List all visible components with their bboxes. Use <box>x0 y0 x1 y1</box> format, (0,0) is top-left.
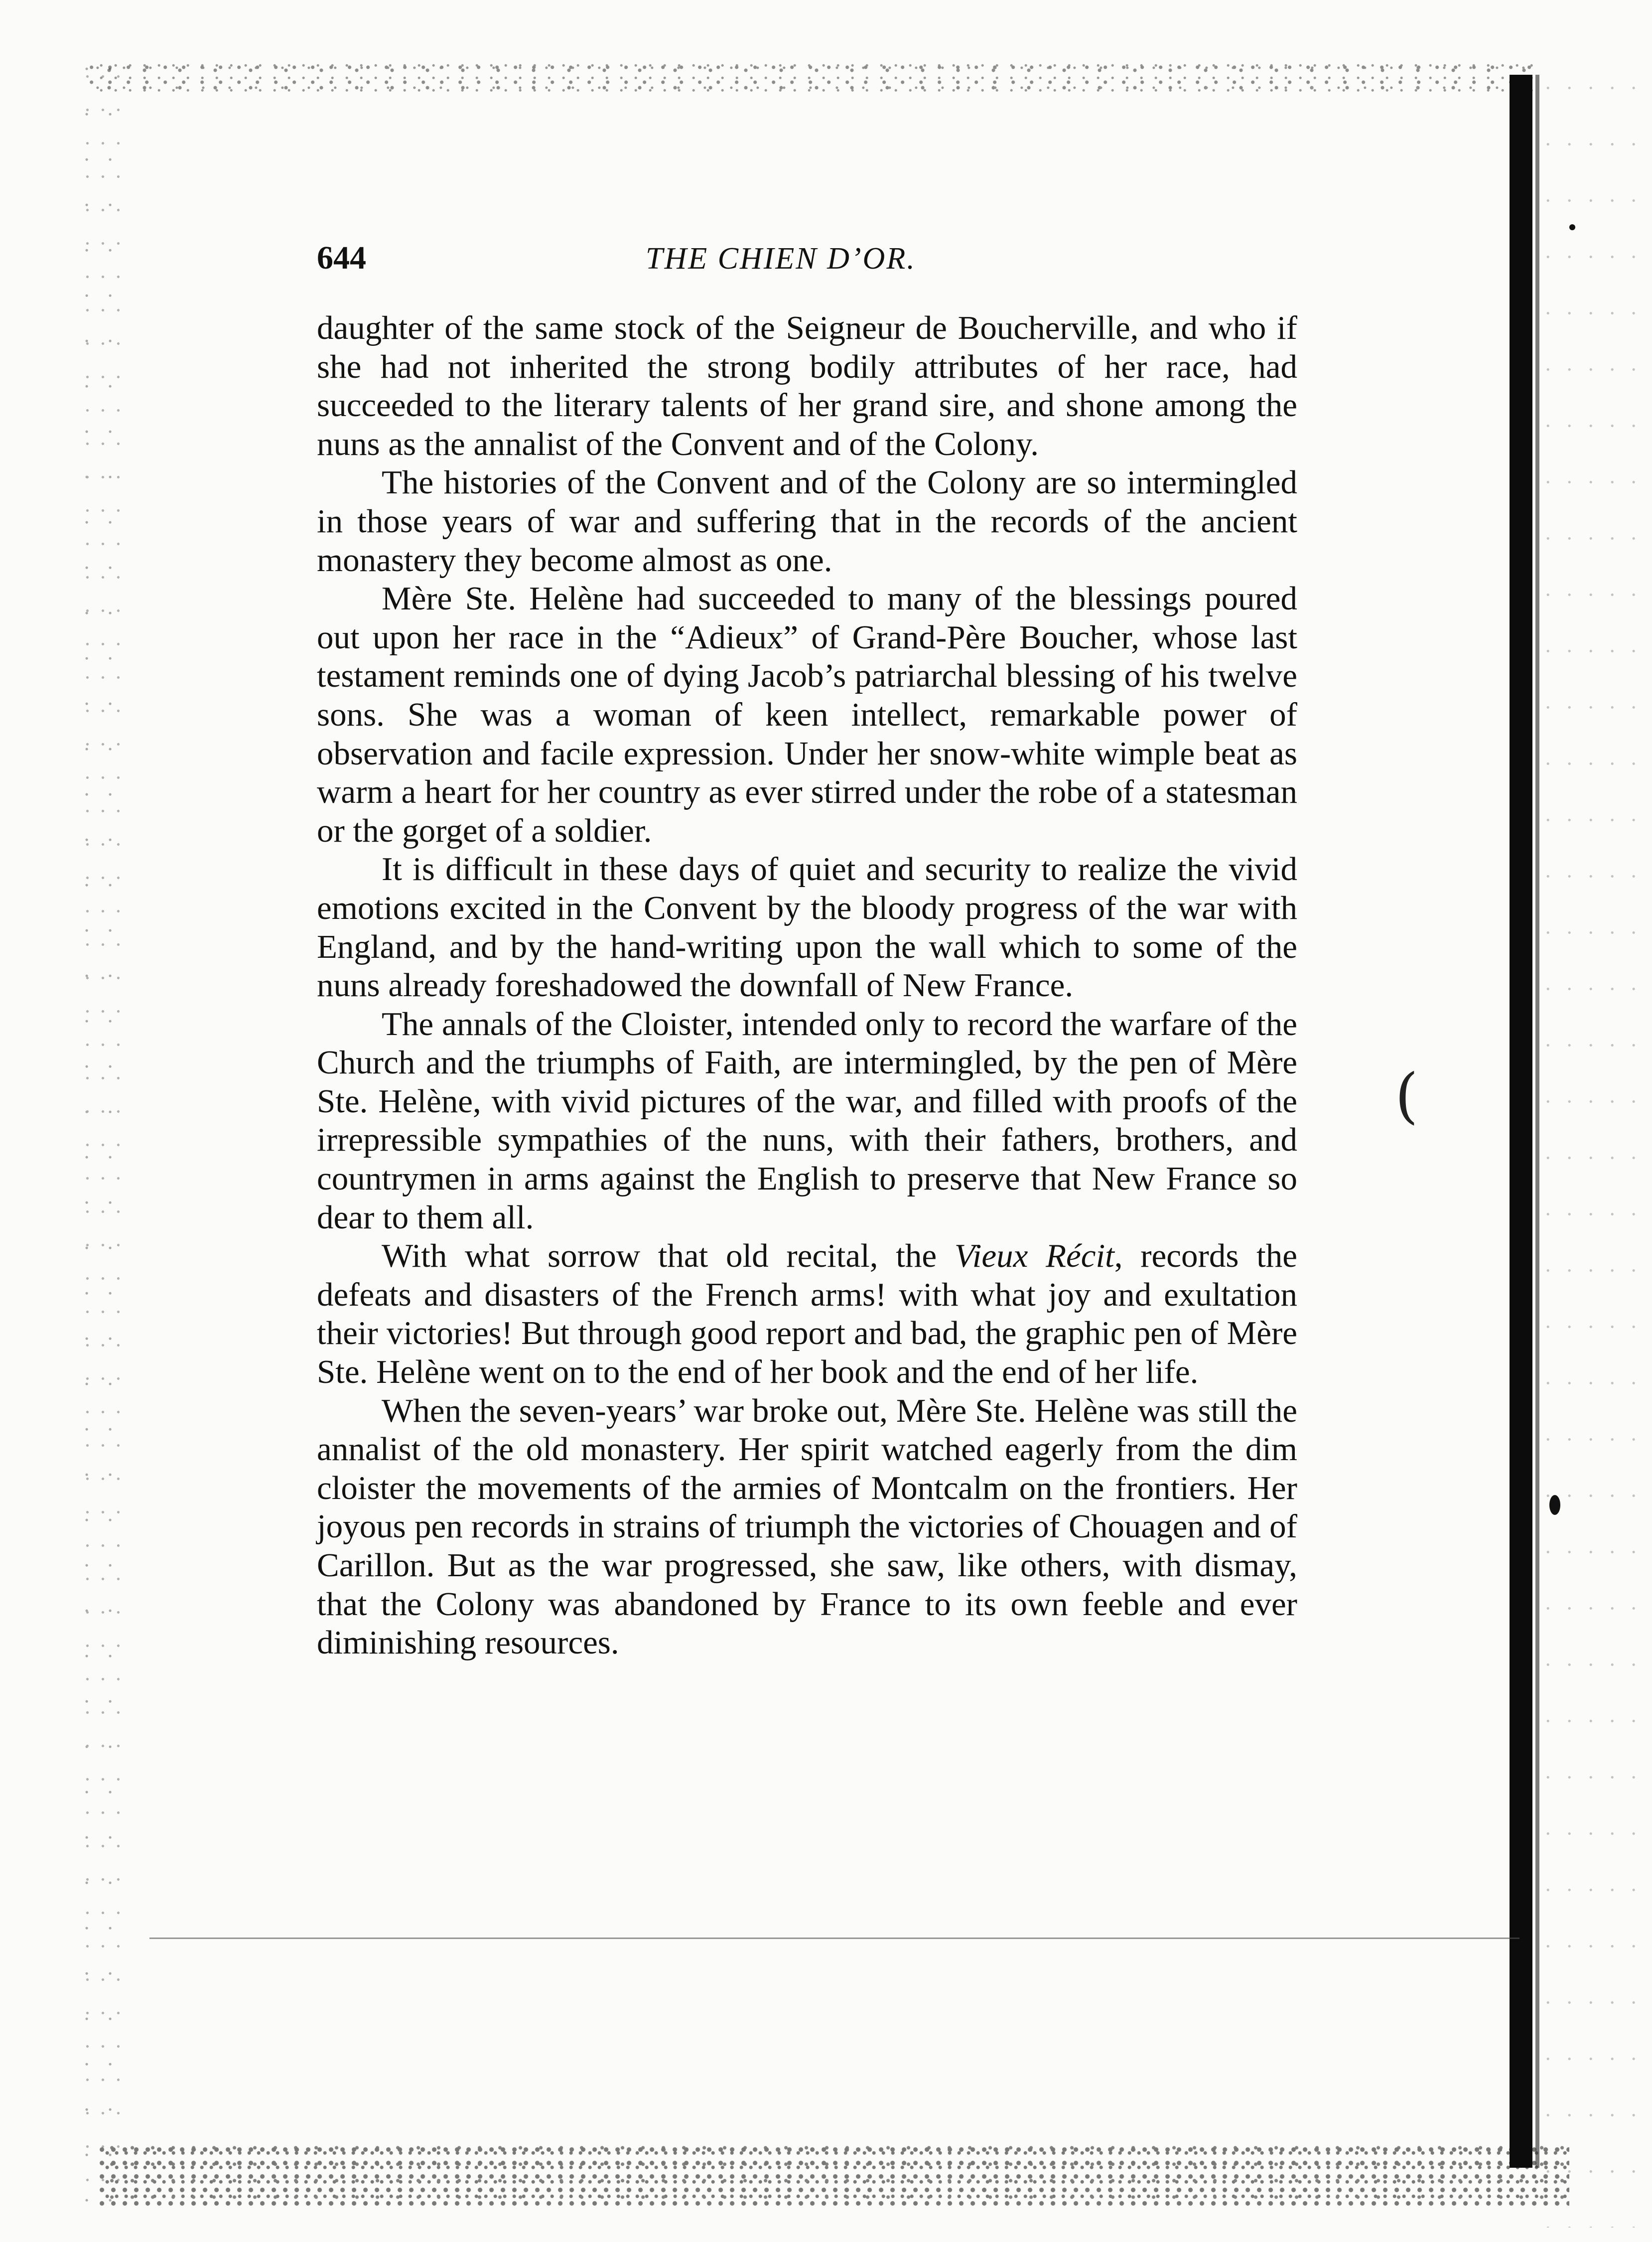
scan-edge-left <box>80 60 120 2203</box>
binding-shadow <box>1510 75 1532 2168</box>
paragraph: It is difficult in these days of quiet and security to realize the vivid emotions excited in the Convent by the bloody progress of the war with England, and by the hand-writing upon the wall which to some of the nuns already foreshadowed the downfall of New France. <box>317 851 1297 1004</box>
paragraph: When the seven-years’ war broke out, Mère Ste. Helène was still the annalist of the old monastery. Her spirit watched eagerly from the dim cloister the movements of the armies of Montcalm on the frontiers. Her joyous pen records in strains of triumph the victories of Chouagen and of Carillon. But as the war progressed, she saw, like others, with dismay, that the Colony was abandoned by France to its own feeble and ever diminishing resources. <box>317 1392 1297 1661</box>
paragraph-text-after: , records the defeats and disasters of the French arms! with what joy and exultation their victories! But through good report and bad, the graphic pen of Mère Ste. Helène went on to the end of her book and the end of her life. <box>317 1237 1297 1391</box>
ink-speck <box>1569 224 1575 230</box>
running-head <box>317 239 1313 289</box>
paragraph: The annals of the Cloister, intended only to record the warfare of the Church and the triumphs of Faith, are intermingled, by the pen of Mère Ste. Helène, with vivid pictures of the war, and filled with proofs of the irrepressible sympathies of the nuns, with their fathers, brothers, and countrymen in arms against the English to preserve that New France so dear to them all. <box>317 1005 1297 1236</box>
paragraph: Mère Ste. Helène had succeeded to many of the blessings poured out upon her race in the “Adieux” of Grand-Père Boucher, whose last testament reminds one of dying Jacob’s patriarchal blessing of his twelve sons. She was a woman of keen intellect, remarkable power of observation and facile expression. Under her snow-white wimple beat as warm a heart for her country as ever stirred under the robe of a statesman or the gorget of a soldier. <box>317 580 1297 849</box>
paragraph-text-before: With what sorrow that old recital, the <box>382 1237 955 1275</box>
binding-shadow-thin <box>1535 75 1539 2168</box>
page-number: 644 <box>317 240 366 276</box>
margin-mark: ( <box>1395 1061 1418 1131</box>
bleed-through-rule <box>149 1938 1519 1939</box>
paragraph: The histories of the Convent and of the Colony are so intermingled in those years of war and suffering that in the records of the ancient monastery they become almost as one. <box>317 464 1297 579</box>
scan-edge-top <box>90 60 1534 95</box>
book-title-italic: Vieux Récit <box>954 1237 1114 1275</box>
paragraph-continuation: daughter of the same stock of the Seigneur de Boucherville, and who if she had not inherited the strong bodily attributes of her race, had succeeded to the literary talents of her grand sire, and shone among the nuns as the annalist of the Convent and of the Colony. <box>317 309 1297 462</box>
paragraph <box>317 1237 1297 1391</box>
ink-speck <box>1549 1495 1560 1515</box>
running-title: THE CHIEN D’OR. <box>646 242 916 276</box>
body-text <box>317 309 1297 1662</box>
scan-edge-right <box>1539 60 1639 2228</box>
scan-edge-bottom <box>100 2143 1569 2208</box>
